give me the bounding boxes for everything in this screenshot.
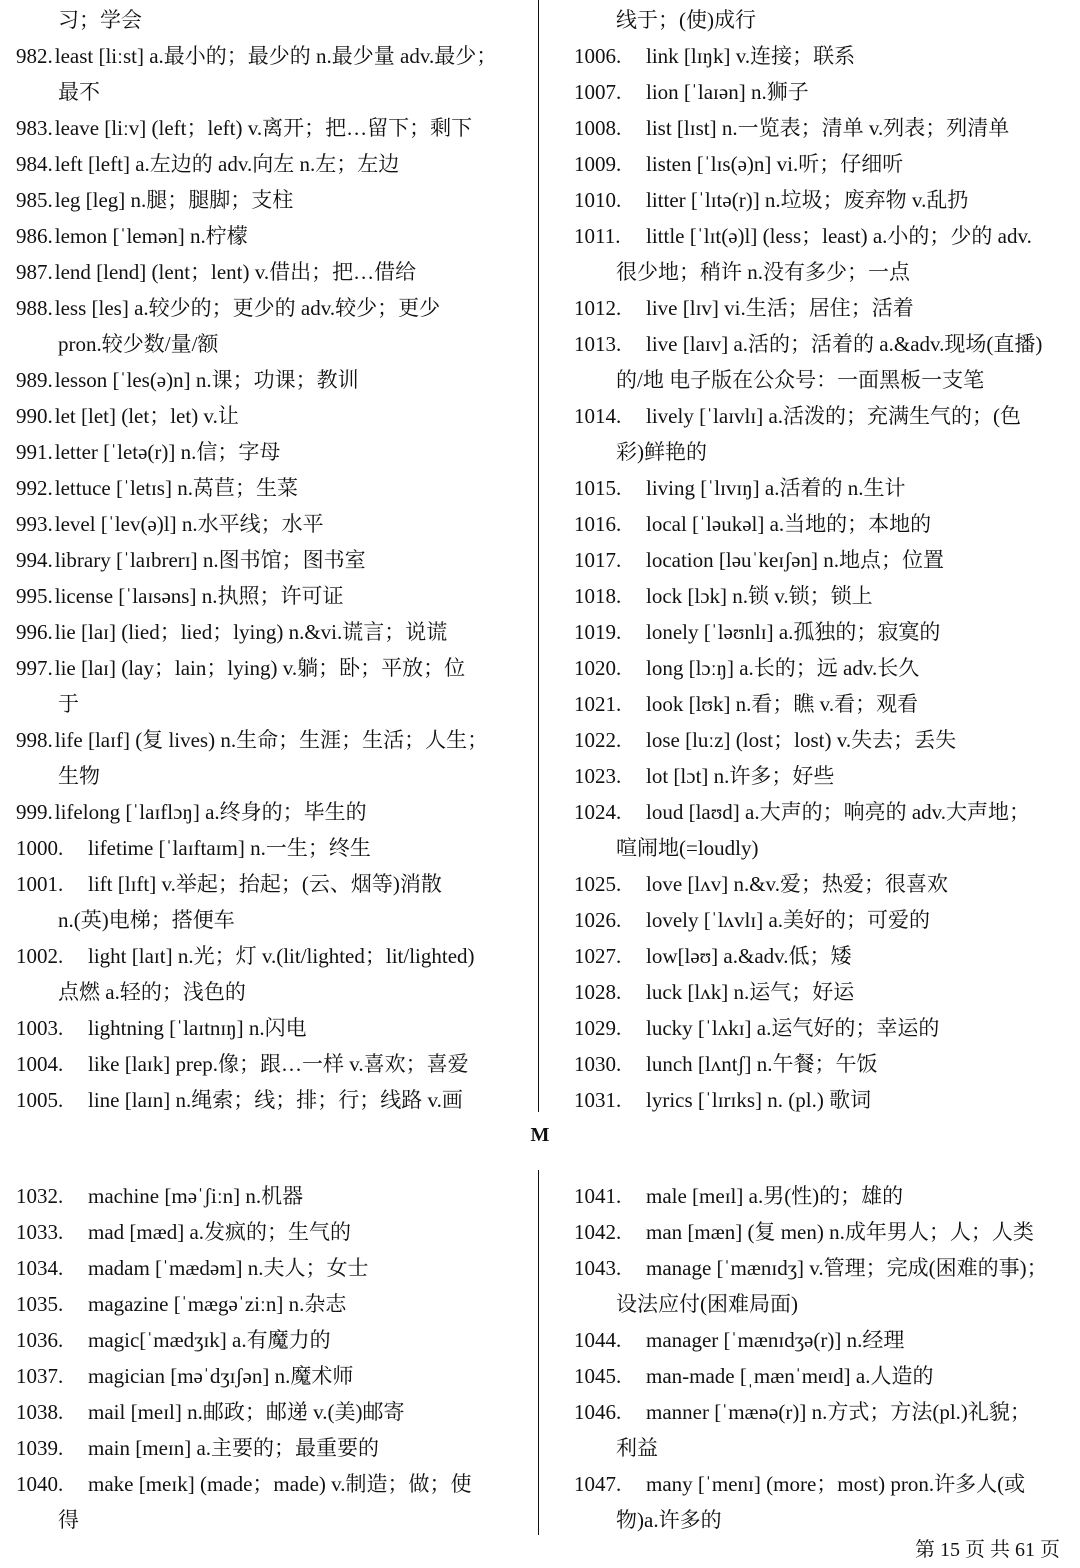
vocab-entry <box>574 1322 1070 1358</box>
vocab-entry <box>574 1358 1070 1394</box>
entry-text: line [laɪn] n.绳索；线；排；行；线路 v.画 <box>88 1088 463 1112</box>
entry-number: 1013. <box>574 332 622 356</box>
entry-number: 983. <box>16 116 53 140</box>
entry-text: lesson [ˈles(ə)n] n.课；功课；教训 <box>54 368 359 392</box>
vocab-entry <box>16 1082 522 1118</box>
vocab-entry <box>574 866 1070 902</box>
entry-text: madam [ˈmædəm] n.夫人；女士 <box>88 1256 369 1280</box>
entry-number: 1008. <box>574 116 622 140</box>
entry-number: 984. <box>16 152 53 176</box>
section-letter-heading: M <box>530 1124 550 1146</box>
vocab-entry <box>16 434 522 470</box>
entry-number: 1028. <box>574 980 622 1004</box>
vocab-entry <box>16 794 522 830</box>
vocab-entry <box>574 974 1070 1010</box>
entry-text: lifelong [ˈlaɪflɔŋ] a.终身的；毕生的 <box>54 800 367 824</box>
entry-continuation <box>16 2 522 38</box>
left-column-bottom <box>16 1176 522 1538</box>
vocab-entry <box>16 1394 522 1430</box>
vocab-entry <box>16 650 522 686</box>
entry-continuation <box>16 686 522 722</box>
entry-text: make [meɪk] (made；made) v.制造；做；使 <box>88 1472 472 1496</box>
entry-text: 设法应付(困难局面) <box>616 1292 798 1316</box>
entry-text: lively [ˈlaɪvlɪ] a.活泼的；充满生气的；(色 <box>646 404 1022 428</box>
entry-number: 1019. <box>574 620 622 644</box>
vocab-entry <box>16 542 522 578</box>
entry-number: 1001. <box>16 872 64 896</box>
entry-number: 1045. <box>574 1364 622 1388</box>
vocab-entry <box>16 254 522 290</box>
vocab-entry <box>574 110 1070 146</box>
entry-continuation <box>16 758 522 794</box>
entry-text: lion [ˈlaɪən] n.狮子 <box>646 80 809 104</box>
entry-number: 999. <box>16 800 53 824</box>
entry-text: 最不 <box>58 80 100 104</box>
entry-text: lie [laɪ] (lied；lied；lying) n.&vi.谎言；说谎 <box>54 620 448 644</box>
entry-text: like [laɪk] prep.像；跟…一样 v.喜欢；喜爱 <box>88 1052 469 1076</box>
vocab-entry <box>574 1466 1070 1502</box>
entry-text: lemon [ˈlemən] n.柠檬 <box>54 224 248 248</box>
vocab-entry <box>16 866 522 902</box>
vocab-entry <box>16 110 522 146</box>
entry-continuation <box>574 1502 1070 1538</box>
entry-text: manage [ˈmænɪdʒ] v.管理；完成(困难的事)； <box>646 1256 1048 1280</box>
right-column-bottom <box>574 1176 1070 1538</box>
entry-number: 1031. <box>574 1088 622 1112</box>
entry-text: list [lɪst] n.一览表；清单 v.列表；列清单 <box>646 116 1010 140</box>
entry-text: man [mæn] (复 men) n.成年男人；人；人类 <box>646 1220 1034 1244</box>
entry-text: man-made [ˌmænˈmeɪd] a.人造的 <box>646 1364 934 1388</box>
entry-number: 1043. <box>574 1256 622 1280</box>
entry-number: 988. <box>16 296 53 320</box>
vocab-entry <box>16 1010 522 1046</box>
entry-text: listen [ˈlɪs(ə)n] vi.听；仔细听 <box>646 152 904 176</box>
vocab-entry <box>574 326 1070 362</box>
entry-number: 989. <box>16 368 53 392</box>
entry-number: 1025. <box>574 872 622 896</box>
entry-continuation <box>574 434 1070 470</box>
vocab-entry <box>16 362 522 398</box>
vocab-entry <box>574 686 1070 722</box>
entry-number: 995. <box>16 584 53 608</box>
entry-text: location [ləuˈkeɪʃən] n.地点；位置 <box>646 548 944 572</box>
entry-number: 1046. <box>574 1400 622 1424</box>
entry-text: 生物 <box>58 764 100 788</box>
entry-text: 喧闹地(=loudly) <box>616 836 759 860</box>
entry-number: 1009. <box>574 152 622 176</box>
entry-number: 1011. <box>574 224 621 248</box>
entry-number: 1034. <box>16 1256 64 1280</box>
vocab-entry <box>16 938 522 974</box>
entry-text: leave [liːv] (left；left) v.离开；把…留下；剩下 <box>54 116 473 140</box>
entry-continuation <box>16 1502 522 1538</box>
entry-number: 997. <box>16 656 53 680</box>
vocab-entry <box>574 470 1070 506</box>
entry-number: 1015. <box>574 476 622 500</box>
entry-number: 994. <box>16 548 53 572</box>
entry-number: 1030. <box>574 1052 622 1076</box>
entry-text: long [lɔːŋ] a.长的；远 adv.长久 <box>646 656 920 680</box>
entry-continuation <box>574 2 1070 38</box>
entry-text: 物)a.许多的 <box>616 1508 722 1532</box>
vocab-entry <box>16 1430 522 1466</box>
entry-continuation <box>16 74 522 110</box>
entry-number: 1023. <box>574 764 622 788</box>
vocab-entry <box>574 74 1070 110</box>
entry-number: 1038. <box>16 1400 64 1424</box>
vocab-entry <box>574 614 1070 650</box>
vocab-entry <box>574 398 1070 434</box>
entry-text: litter [ˈlɪtə(r)] n.垃圾；废弃物 v.乱扔 <box>646 188 969 212</box>
entry-number: 985. <box>16 188 53 212</box>
entry-number: 1020. <box>574 656 622 680</box>
entry-text: machine [məˈʃiːn] n.机器 <box>88 1184 304 1208</box>
vocab-entry <box>574 290 1070 326</box>
entry-number: 987. <box>16 260 53 284</box>
vocab-entry <box>574 902 1070 938</box>
page-footer: 第 15 页 共 61 页 <box>915 1539 1060 1561</box>
entry-number: 991. <box>16 440 53 464</box>
entry-text: 习；学会 <box>58 8 142 32</box>
entry-number: 1036. <box>16 1328 64 1352</box>
vocab-entry <box>16 146 522 182</box>
entry-text: look [lʊk] n.看；瞧 v.看；观看 <box>646 692 919 716</box>
vocab-entry <box>574 146 1070 182</box>
entry-text: light [laɪt] n.光；灯 v.(lit/lighted；lit/lighted) <box>88 944 475 968</box>
vocab-entry <box>574 794 1070 830</box>
entry-number: 1014. <box>574 404 622 428</box>
entry-text: lunch [lʌntʃ] n.午餐；午饭 <box>646 1052 878 1076</box>
entry-text: live [laɪv] a.活的；活着的 a.&adv.现场(直播) <box>646 332 1043 356</box>
entry-number: 1032. <box>16 1184 64 1208</box>
vocab-entry <box>574 1010 1070 1046</box>
entry-text: lock [lɔk] n.锁 v.锁；锁上 <box>646 584 873 608</box>
entry-continuation <box>574 830 1070 866</box>
entry-number: 993. <box>16 512 53 536</box>
entry-number: 1026. <box>574 908 622 932</box>
entry-number: 1024. <box>574 800 622 824</box>
entry-number: 982. <box>16 44 53 68</box>
entry-number: 1004. <box>16 1052 64 1076</box>
entry-text: lovely [ˈlʌvlɪ] a.美好的；可爱的 <box>646 908 931 932</box>
entry-number: 1029. <box>574 1016 622 1040</box>
entry-number: 1047. <box>574 1472 622 1496</box>
entry-text: level [ˈlev(ə)l] n.水平线；水平 <box>54 512 324 536</box>
entry-number: 1035. <box>16 1292 64 1316</box>
vocab-entry <box>16 398 522 434</box>
entry-text: magic[ˈmædʒɪk] a.有魔力的 <box>88 1328 331 1352</box>
entry-text: lose [luːz] (lost；lost) v.失去；丢失 <box>646 728 957 752</box>
vocab-entry <box>16 614 522 650</box>
entry-text: manager [ˈmænɪdʒə(r)] n.经理 <box>646 1328 905 1352</box>
vocab-entry <box>16 1286 522 1322</box>
vocab-entry <box>16 470 522 506</box>
entry-number: 1027. <box>574 944 622 968</box>
vocab-entry <box>16 182 522 218</box>
vocab-entry <box>574 182 1070 218</box>
vocab-entry <box>574 506 1070 542</box>
vocab-entry <box>16 1046 522 1082</box>
vocab-entry <box>16 218 522 254</box>
entry-number: 1000. <box>16 836 64 860</box>
vocab-entry <box>16 830 522 866</box>
entry-continuation <box>16 326 522 362</box>
entry-number: 1039. <box>16 1436 64 1460</box>
vocab-entry <box>16 1250 522 1286</box>
entry-text: lucky [ˈlʌkɪ] a.运气好的；幸运的 <box>646 1016 940 1040</box>
entry-text: mail [meɪl] n.邮政；邮递 v.(美)邮寄 <box>88 1400 405 1424</box>
vocab-entry <box>16 578 522 614</box>
entry-continuation <box>574 362 1070 398</box>
vocab-entry <box>574 1082 1070 1118</box>
vocab-entry <box>16 38 522 74</box>
entry-text: main [meɪn] a.主要的；最重要的 <box>88 1436 380 1460</box>
vocab-entry <box>574 722 1070 758</box>
entry-continuation <box>574 254 1070 290</box>
right-column-top <box>574 0 1070 1118</box>
vocab-entry <box>574 650 1070 686</box>
entry-text: lend [lend] (lent；lent) v.借出；把…借给 <box>54 260 417 284</box>
entry-text: living [ˈlɪvɪŋ] a.活着的 n.生计 <box>646 476 906 500</box>
entry-text: mad [mæd] a.发疯的；生气的 <box>88 1220 352 1244</box>
entry-number: 1021. <box>574 692 622 716</box>
entry-text: least [liːst] a.最小的；最少的 n.最少量 adv.最少； <box>54 44 498 68</box>
entry-text: little [ˈlɪt(ə)l] (less；least) a.小的；少的 adv. <box>646 224 1032 248</box>
entry-text: lettuce [ˈletɪs] n.莴苣；生菜 <box>54 476 298 500</box>
entry-text: license [ˈlaɪsəns] n.执照；许可证 <box>54 584 344 608</box>
left-column-top <box>16 0 522 1118</box>
entry-text: 很少地；稍许 n.没有多少；一点 <box>616 260 910 284</box>
entry-text: magician [məˈdʒɪʃən] n.魔术师 <box>88 1364 354 1388</box>
vocab-entry <box>574 1250 1070 1286</box>
vocab-entry <box>16 1358 522 1394</box>
entry-text: letter [ˈletə(r)] n.信；字母 <box>54 440 281 464</box>
entry-continuation <box>16 902 522 938</box>
entry-text: love [lʌv] n.&v.爱；热爱；很喜欢 <box>646 872 948 896</box>
entry-text: library [ˈlaɪbrerɪ] n.图书馆；图书室 <box>54 548 366 572</box>
entry-text: lonely [ˈləʊnlɪ] a.孤独的；寂寞的 <box>646 620 941 644</box>
entry-number: 998. <box>16 728 53 752</box>
entry-number: 986. <box>16 224 53 248</box>
entry-number: 990. <box>16 404 53 428</box>
entry-number: 1007. <box>574 80 622 104</box>
entry-number: 1005. <box>16 1088 64 1112</box>
vocab-entry <box>574 38 1070 74</box>
entry-text: manner [ˈmænə(r)] n.方式；方法(pl.)礼貌； <box>646 1400 1031 1424</box>
entry-number: 992. <box>16 476 53 500</box>
vocab-entry <box>16 506 522 542</box>
entry-text: low[ləʊ] a.&adv.低；矮 <box>646 944 852 968</box>
vocab-entry <box>574 578 1070 614</box>
vocab-entry <box>574 758 1070 794</box>
vocab-entry <box>574 938 1070 974</box>
entry-number: 1016. <box>574 512 622 536</box>
vocab-entry <box>574 1394 1070 1430</box>
vocab-entry <box>16 1214 522 1250</box>
vocab-entry <box>16 1322 522 1358</box>
entry-text: pron.较少数/量/额 <box>58 332 219 356</box>
entry-text: local [ˈləukəl] a.当地的；本地的 <box>646 512 932 536</box>
entry-text: let [let] (let；let) v.让 <box>54 404 239 428</box>
entry-text: lie [laɪ] (lay；lain；lying) v.躺；卧；平放；位 <box>54 656 466 680</box>
entry-text: leg [leg] n.腿；腿脚；支柱 <box>54 188 294 212</box>
entry-number: 1010. <box>574 188 622 212</box>
vocab-entry <box>574 1214 1070 1250</box>
entry-continuation <box>16 974 522 1010</box>
entry-text: loud [laʊd] a.大声的；响亮的 adv.大声地； <box>646 800 1031 824</box>
entry-number: 1037. <box>16 1364 64 1388</box>
entry-number: 1044. <box>574 1328 622 1352</box>
entry-text: left [left] a.左边的 adv.向左 n.左；左边 <box>54 152 400 176</box>
entry-text: link [lɪŋk] v.连接；联系 <box>646 44 856 68</box>
entry-text: 的/地 电子版在公众号：一面黑板一支笔 <box>616 368 985 392</box>
vocab-entry <box>16 290 522 326</box>
entry-number: 1003. <box>16 1016 64 1040</box>
vocab-entry <box>574 542 1070 578</box>
entry-text: lightning [ˈlaɪtnɪŋ] n.闪电 <box>88 1016 307 1040</box>
entry-number: 1006. <box>574 44 622 68</box>
vocab-entry <box>574 1046 1070 1082</box>
entry-number: 1018. <box>574 584 622 608</box>
vocab-entry <box>16 1466 522 1502</box>
entry-number: 996. <box>16 620 53 644</box>
entry-text: lyrics [ˈlɪrɪks] n. (pl.) 歌词 <box>646 1088 872 1112</box>
entry-text: lot [lɔt] n.许多；好些 <box>646 764 835 788</box>
entry-text: lifetime [ˈlaɪftaɪm] n.一生；终生 <box>88 836 371 860</box>
entry-number: 1041. <box>574 1184 622 1208</box>
entry-text: 线于；(使)成行 <box>616 8 756 32</box>
entry-number: 1040. <box>16 1472 64 1496</box>
entry-text: n.(英)电梯；搭便车 <box>58 908 235 932</box>
entry-text: life [laɪf] (复 lives) n.生命；生涯；生活；人生； <box>54 728 489 752</box>
entry-continuation <box>574 1430 1070 1466</box>
entry-number: 1012. <box>574 296 622 320</box>
entry-text: 彩)鲜艳的 <box>616 440 707 464</box>
entry-number: 1002. <box>16 944 64 968</box>
entry-text: 于 <box>58 692 79 716</box>
vocab-entry <box>574 1178 1070 1214</box>
entry-number: 1022. <box>574 728 622 752</box>
entry-text: live [lɪv] vi.生活；居住；活着 <box>646 296 914 320</box>
entry-number: 1017. <box>574 548 622 572</box>
entry-text: less [les] a.较少的；更少的 adv.较少；更少 <box>54 296 441 320</box>
vocab-entry <box>16 722 522 758</box>
entry-text: many [ˈmenɪ] (more；most) pron.许多人(或 <box>646 1472 1026 1496</box>
entry-text: 点燃 a.轻的；浅色的 <box>58 980 246 1004</box>
vocab-entry <box>574 218 1070 254</box>
entry-text: magazine [ˈmægəˈziːn] n.杂志 <box>88 1292 347 1316</box>
entry-text: male [meɪl] a.男(性)的；雄的 <box>646 1184 904 1208</box>
vocab-entry <box>16 1178 522 1214</box>
column-divider-bottom <box>538 1170 539 1535</box>
entry-text: lift [lɪft] v.举起；抬起；(云、烟等)消散 <box>88 872 442 896</box>
entry-number: 1042. <box>574 1220 622 1244</box>
entry-text: luck [lʌk] n.运气；好运 <box>646 980 855 1004</box>
entry-number: 1033. <box>16 1220 64 1244</box>
column-divider-top <box>538 0 539 1112</box>
entry-continuation <box>574 1286 1070 1322</box>
entry-text: 得 <box>58 1508 79 1532</box>
entry-text: 利益 <box>616 1436 658 1460</box>
